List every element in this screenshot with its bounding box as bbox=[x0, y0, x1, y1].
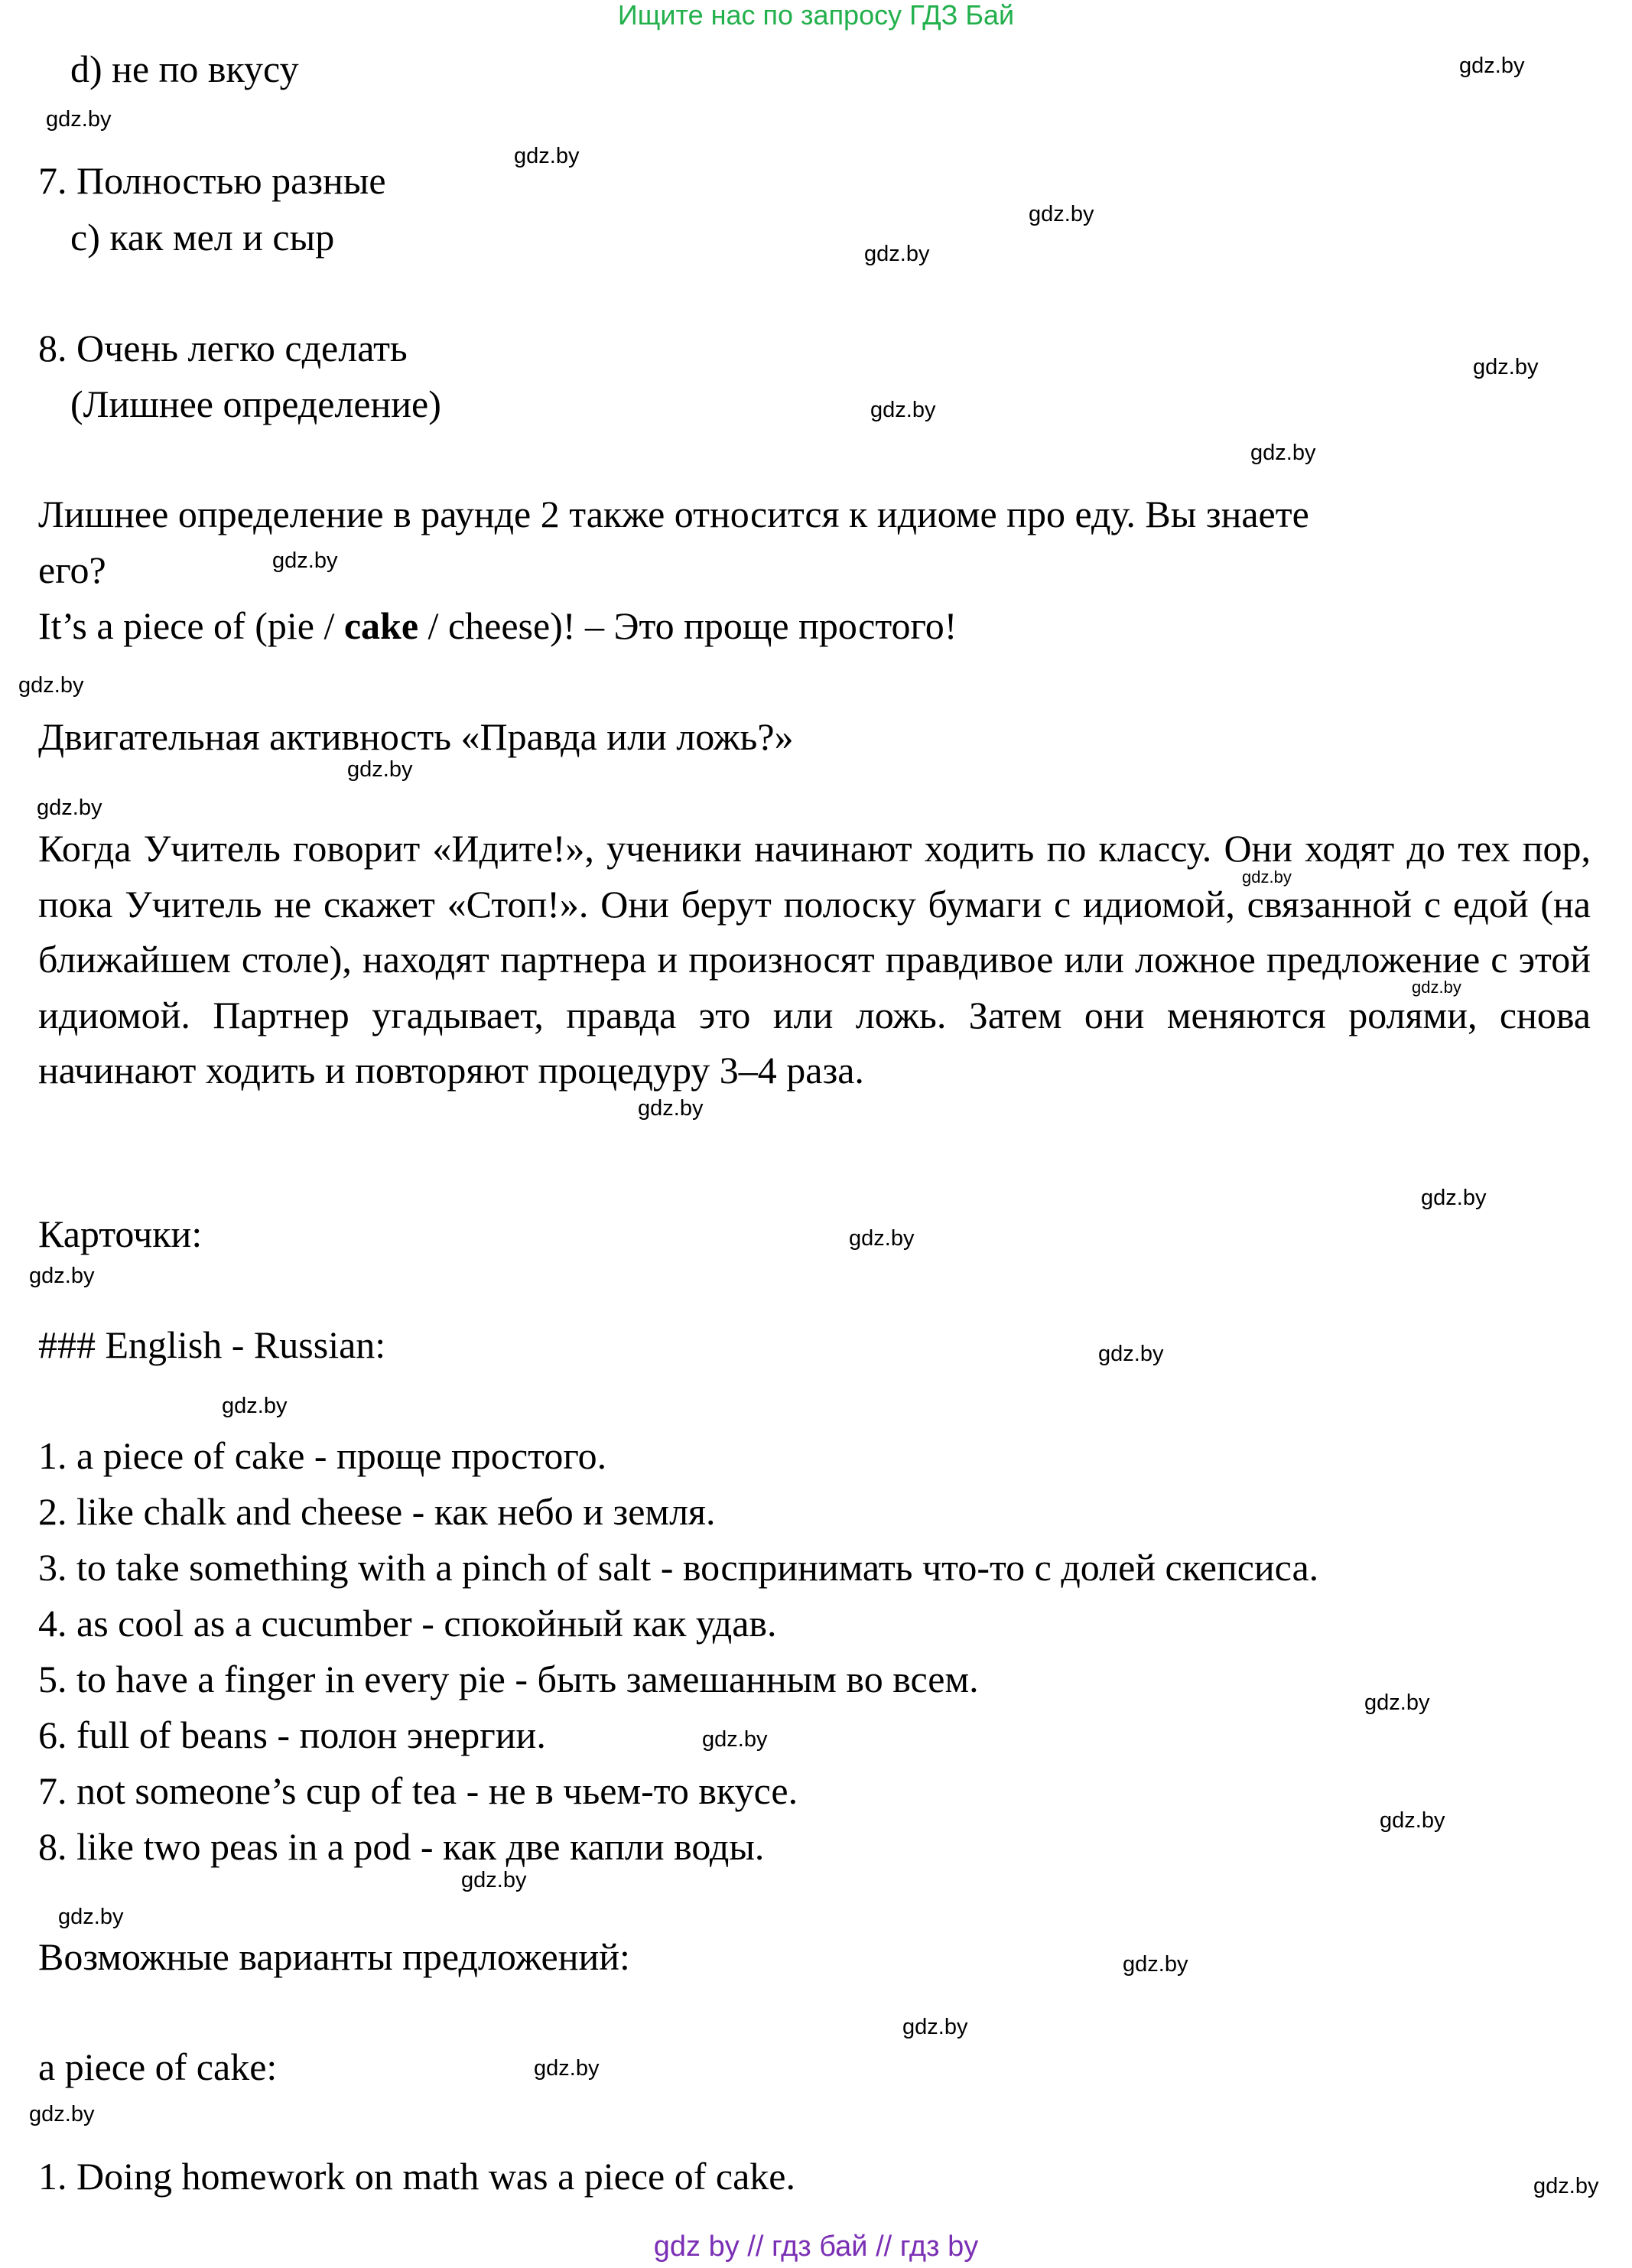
footer-links[interactable]: gdz by // гдз бай // гдз by bbox=[653, 2231, 979, 2263]
watermark: gdz.by bbox=[638, 1096, 704, 1121]
watermark: gdz.by bbox=[37, 796, 102, 820]
watermark: gdz.by bbox=[1459, 54, 1525, 78]
idiom-answer-line bbox=[38, 603, 957, 649]
search-hint-link[interactable]: Ищите нас по запросу ГДЗ Бай bbox=[617, 0, 1015, 31]
answer-6d: d) не по вкусу bbox=[70, 47, 299, 90]
piece-of-cake-title: a piece of cake: bbox=[38, 2045, 278, 2088]
watermark: gdz.by bbox=[1242, 867, 1292, 887]
watermark: gdz.by bbox=[58, 1905, 124, 1929]
watermark: gdz.by bbox=[461, 1868, 527, 1892]
watermark: gdz.by bbox=[1364, 1690, 1430, 1715]
question-7: 7. Полностью разные bbox=[38, 159, 386, 202]
watermark: gdz.by bbox=[514, 144, 580, 168]
extra-definition-line-1: Лишнее определение в раунде 2 также относится к идиоме про еду. Вы знаете bbox=[38, 493, 1309, 535]
activity-description: Когда Учитель говорит «Идите!», ученики начинают ходить по классу. Они ходят до тех пор, пока Учитель не скажет «Стоп!». Они берут полоску бумаги с идиомой, связанной с едой (на ближайшем столе), находят партнера и произносят правдивое или ложное предложение с этой идиомой. Партнер угадывает, правда это или ложь. Затем они меняются ролями, снова начинают ходить и повторяют процедуру 3–4 раза. bbox=[38, 827, 1591, 1092]
answer-8: (Лишнее определение) bbox=[70, 382, 441, 425]
watermark: gdz.by bbox=[222, 1394, 288, 1418]
watermark: gdz.by bbox=[1250, 441, 1316, 465]
question-8: 8. Очень легко сделать bbox=[38, 327, 408, 369]
idiom-item-8: 8. like two peas in a pod - как две капли воды. bbox=[38, 1825, 765, 1868]
watermark: gdz.by bbox=[1533, 2174, 1599, 2198]
watermark: gdz.by bbox=[1412, 978, 1461, 997]
watermark: gdz.by bbox=[870, 398, 936, 422]
watermark: gdz.by bbox=[18, 673, 84, 698]
activity-title: Двигательная активность «Правда или ложь?» bbox=[38, 715, 794, 758]
watermark: gdz.by bbox=[1380, 1808, 1445, 1833]
english-russian-title: ### English - Russian: bbox=[38, 1323, 386, 1366]
watermark: gdz.by bbox=[272, 548, 338, 573]
extra-definition-line-2: его? bbox=[38, 548, 106, 591]
watermark: gdz.by bbox=[702, 1727, 768, 1752]
idiom-item-3: 3. to take something with a pinch of salt - воспринимать что-то с долей скепсиса. bbox=[38, 1546, 1319, 1589]
watermark: gdz.by bbox=[864, 242, 930, 266]
cards-title: Карточки: bbox=[38, 1212, 203, 1255]
watermark: gdz.by bbox=[1029, 202, 1094, 226]
idiom-prefix: It’s a piece of (pie / bbox=[38, 604, 344, 647]
watermark: gdz.by bbox=[29, 2102, 95, 2126]
watermark: gdz.by bbox=[347, 757, 413, 782]
idiom-item-1: 1. a piece of cake - проще простого. bbox=[38, 1434, 607, 1477]
idiom-item-2: 2. like chalk and cheese - как небо и земля. bbox=[38, 1490, 716, 1533]
watermark: gdz.by bbox=[1473, 355, 1539, 379]
idiom-item-5: 5. to have a finger in every pie - быть замешанным во всем. bbox=[38, 1658, 979, 1700]
watermark: gdz.by bbox=[1123, 1952, 1188, 1977]
watermark: gdz.by bbox=[902, 2015, 968, 2039]
watermark: gdz.by bbox=[1098, 1342, 1164, 1366]
watermark: gdz.by bbox=[29, 1264, 95, 1288]
idiom-item-7: 7. not someone’s cup of tea - не в чьем-то вкусе. bbox=[38, 1769, 798, 1812]
variants-title: Возможные варианты предложений: bbox=[38, 1935, 630, 1978]
watermark: gdz.by bbox=[1421, 1186, 1487, 1210]
idiom-item-6: 6. full of beans - полон энергии. bbox=[38, 1713, 546, 1756]
idiom-bold-answer: cake bbox=[343, 604, 419, 647]
watermark: gdz.by bbox=[46, 107, 112, 132]
idiom-suffix: / cheese)! – Это проще простого! bbox=[418, 604, 957, 647]
idiom-item-4: 4. as cool as a cucumber - спокойный как удав. bbox=[38, 1602, 777, 1645]
answer-7c: c) как мел и сыр bbox=[70, 216, 335, 259]
example-sentence-1: 1. Doing homework on math was a piece of cake. bbox=[38, 2155, 795, 2198]
watermark: gdz.by bbox=[534, 2056, 600, 2081]
watermark: gdz.by bbox=[849, 1226, 915, 1251]
